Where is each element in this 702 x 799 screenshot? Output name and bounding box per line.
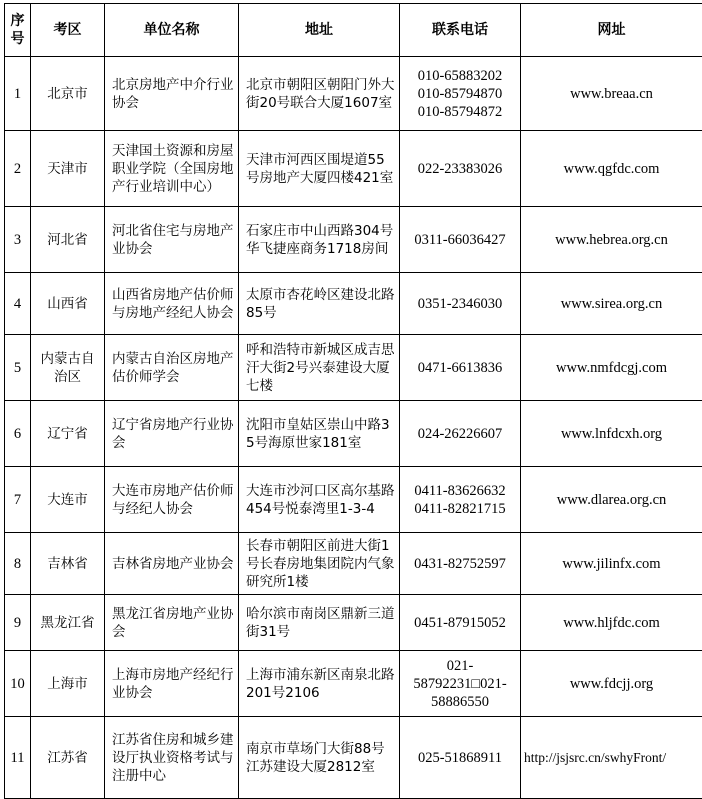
row-address: 哈尔滨市南岗区鼎新三道街31号	[239, 595, 400, 651]
row-seq: 8	[5, 533, 31, 595]
table-row	[5, 467, 702, 533]
phone-number: 58792231□021-	[413, 675, 507, 692]
header-row	[5, 4, 702, 57]
row-unit-name: 黑龙江省房地产业协会	[105, 595, 239, 651]
row-seq: 1	[5, 57, 31, 131]
row-website: www.breaa.cn	[521, 57, 702, 131]
phone-number: 0351-2346030	[417, 295, 503, 312]
header-region: 考区	[31, 4, 105, 57]
table-row	[5, 57, 702, 131]
phone-number: 0411-82821715	[414, 500, 506, 517]
row-website: http://jsjsrc.cn/swhyFront/	[521, 717, 702, 799]
header-unit: 单位名称	[105, 4, 239, 57]
row-website: www.hebrea.org.cn	[521, 207, 702, 273]
row-region: 内蒙古自治区	[31, 335, 105, 401]
row-address: 太原市杏花岭区建设北路85号	[239, 273, 400, 335]
row-region: 大连市	[31, 467, 105, 533]
row-phone	[400, 533, 521, 595]
phone-number: 024-26226607	[417, 425, 503, 442]
row-seq: 3	[5, 207, 31, 273]
row-seq: 5	[5, 335, 31, 401]
row-region: 辽宁省	[31, 401, 105, 467]
row-website: www.jilinfx.com	[521, 533, 702, 595]
row-phone	[400, 651, 521, 717]
row-seq: 6	[5, 401, 31, 467]
row-address: 大连市沙河口区高尔基路454号悦泰湾里1-3-4	[239, 467, 400, 533]
row-address: 南京市草场门大街88号江苏建设大厦2812室	[239, 717, 400, 799]
phone-number: 010-85794872	[417, 103, 503, 120]
row-region: 山西省	[31, 273, 105, 335]
phone-number: 0311-66036427	[414, 231, 506, 248]
row-region: 北京市	[31, 57, 105, 131]
row-address: 沈阳市皇姑区崇山中路35号海原世家181室	[239, 401, 400, 467]
row-phone	[400, 131, 521, 207]
row-unit-name: 吉林省房地产业协会	[105, 533, 239, 595]
phone-number: 010-85794870	[417, 85, 503, 102]
row-unit-name: 上海市房地产经纪行业协会	[105, 651, 239, 717]
row-seq: 10	[5, 651, 31, 717]
row-website: www.qgfdc.com	[521, 131, 702, 207]
phone-number: 58886550	[431, 693, 489, 710]
row-phone	[400, 57, 521, 131]
row-unit-name: 天津国土资源和房屋职业学院（全国房地产行业培训中心）	[105, 131, 239, 207]
row-phone	[400, 467, 521, 533]
row-website: www.fdcjj.org	[521, 651, 702, 717]
row-website: www.nmfdcgj.com	[521, 335, 702, 401]
row-seq: 2	[5, 131, 31, 207]
table-row	[5, 131, 702, 207]
row-region: 天津市	[31, 131, 105, 207]
row-seq: 11	[5, 717, 31, 799]
phone-number: 0451-87915052	[414, 614, 506, 631]
header-address: 地址	[239, 4, 400, 57]
row-phone	[400, 595, 521, 651]
header-website: 网址	[521, 4, 702, 57]
table-row	[5, 595, 702, 651]
phone-number: 0411-83626632	[414, 482, 506, 499]
row-region: 江苏省	[31, 717, 105, 799]
row-unit-name: 内蒙古自治区房地产估价师学会	[105, 335, 239, 401]
phone-number: 021-	[446, 657, 474, 674]
table-row	[5, 533, 702, 595]
row-address: 上海市浦东新区南泉北路201号2106	[239, 651, 400, 717]
row-address: 北京市朝阳区朝阳门外大街20号联合大厦1607室	[239, 57, 400, 131]
row-website: www.sirea.org.cn	[521, 273, 702, 335]
row-region: 黑龙江省	[31, 595, 105, 651]
row-region: 吉林省	[31, 533, 105, 595]
table-row	[5, 717, 702, 799]
table-row	[5, 273, 702, 335]
row-address: 石家庄市中山西路304号华飞捷座商务1718房间	[239, 207, 400, 273]
table-row	[5, 401, 702, 467]
row-website: www.dlarea.org.cn	[521, 467, 702, 533]
row-phone	[400, 335, 521, 401]
table-row	[5, 651, 702, 717]
row-phone	[400, 401, 521, 467]
row-region: 河北省	[31, 207, 105, 273]
phone-number: 0471-6613836	[417, 359, 503, 376]
row-phone	[400, 207, 521, 273]
header-phone: 联系电话	[400, 4, 521, 57]
row-address: 长春市朝阳区前进大街1号长春房地集团院内气象研究所1楼	[239, 533, 400, 595]
row-seq: 9	[5, 595, 31, 651]
row-unit-name: 河北省住宅与房地产业协会	[105, 207, 239, 273]
header-seq: 序号	[5, 4, 31, 57]
row-unit-name: 辽宁省房地产行业协会	[105, 401, 239, 467]
row-phone	[400, 273, 521, 335]
row-phone	[400, 717, 521, 799]
row-website: www.hljfdc.com	[521, 595, 702, 651]
phone-number: 0431-82752597	[414, 555, 506, 572]
phone-number: 025-51868911	[417, 749, 503, 766]
phone-number: 022-23383026	[417, 160, 503, 177]
row-region: 上海市	[31, 651, 105, 717]
phone-number: 010-65883202	[417, 67, 503, 84]
row-unit-name: 山西省房地产估价师与房地产经纪人协会	[105, 273, 239, 335]
table-row	[5, 335, 702, 401]
row-address: 天津市河西区围堤道55号房地产大厦四楼421室	[239, 131, 400, 207]
row-unit-name: 江苏省住房和城乡建设厅执业资格考试与注册中心	[105, 717, 239, 799]
row-address: 呼和浩特市新城区成吉思汗大街2号兴泰建设大厦七楼	[239, 335, 400, 401]
exam-office-table	[4, 3, 702, 799]
row-seq: 4	[5, 273, 31, 335]
row-unit-name: 大连市房地产估价师与经纪人协会	[105, 467, 239, 533]
row-unit-name: 北京房地产中介行业协会	[105, 57, 239, 131]
row-seq: 7	[5, 467, 31, 533]
table-row	[5, 207, 702, 273]
row-website: www.lnfdcxh.org	[521, 401, 702, 467]
